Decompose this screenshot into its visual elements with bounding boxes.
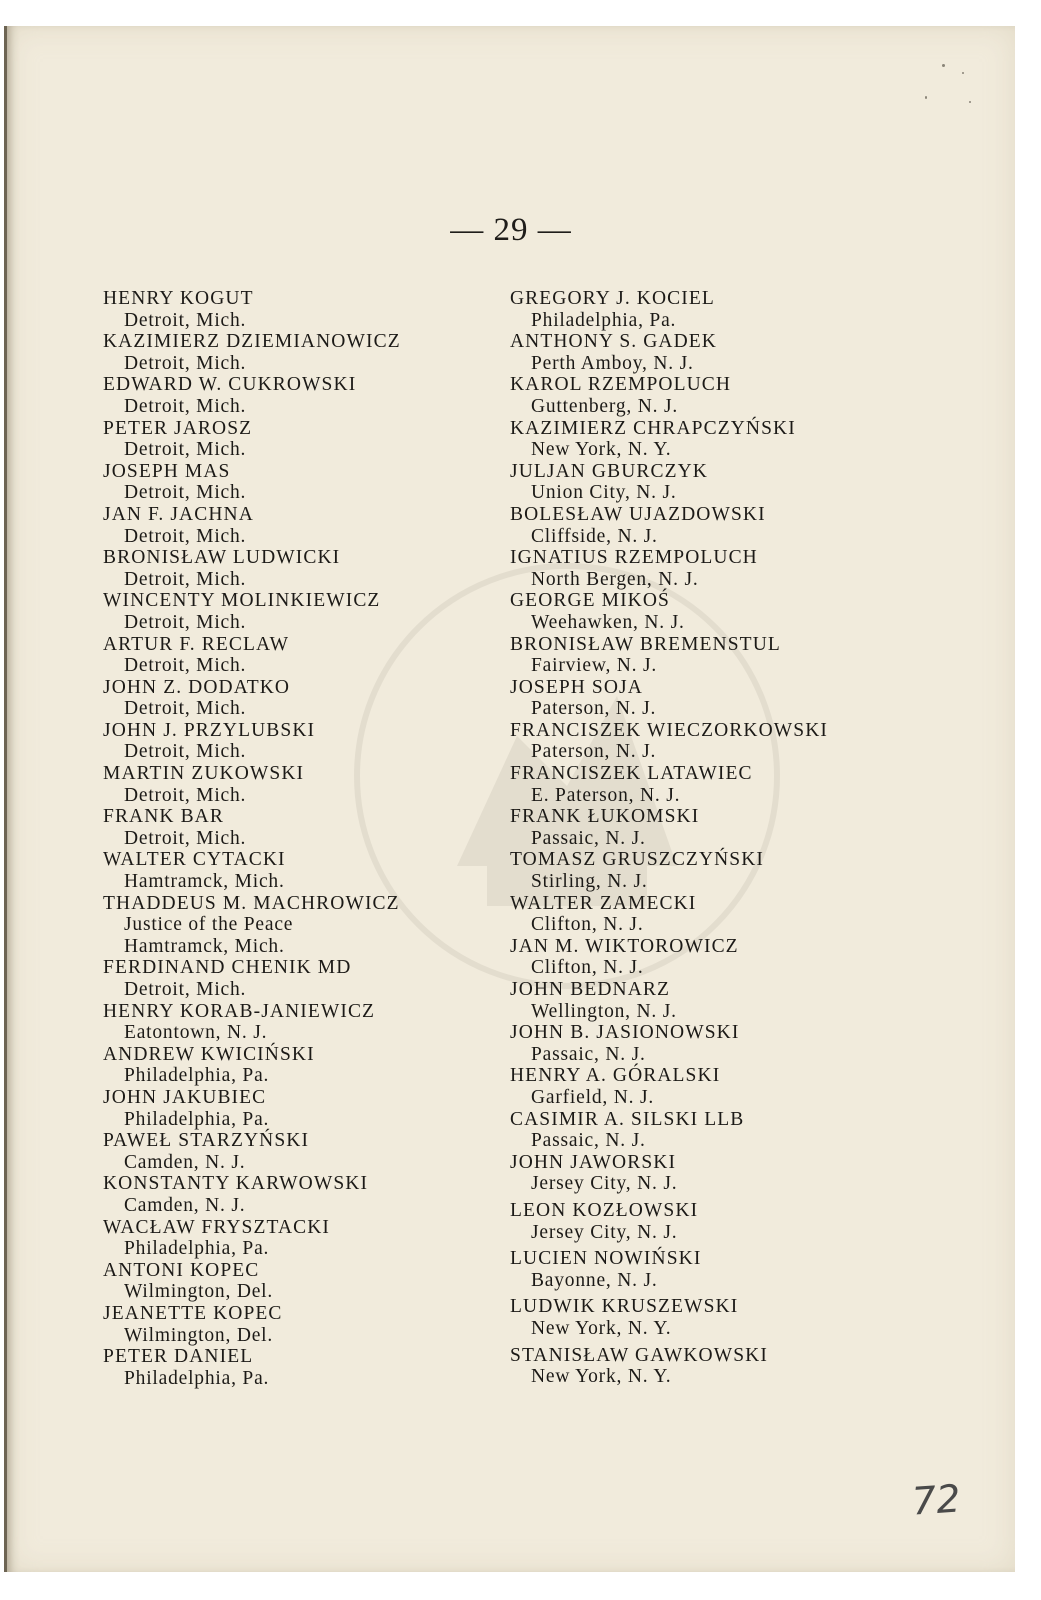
- entry-location: New York, N. Y.: [531, 1366, 672, 1388]
- directory-entry: [510, 1109, 828, 1152]
- entry-name: WALTER ZAMECKI: [510, 892, 697, 914]
- entry-name: JAN F. JACHNA: [103, 503, 254, 525]
- entry-name: JAN M. WIKTOROWICZ: [510, 935, 739, 957]
- directory-entry: [510, 461, 828, 504]
- entry-name: JOSEPH SOJA: [510, 676, 643, 698]
- entry-name: BRONISŁAW LUDWICKI: [103, 547, 341, 569]
- directory-entry: [510, 849, 828, 892]
- entry-name: THADDEUS M. MACHROWICZ: [103, 892, 400, 914]
- directory-entry: [103, 763, 401, 806]
- directory-entry: [510, 1345, 828, 1388]
- entry-location: Detroit, Mich.: [124, 439, 247, 461]
- entry-location: Detroit, Mich.: [124, 655, 247, 677]
- entry-name: JOSEPH MAS: [103, 460, 231, 482]
- directory-entry: [510, 1296, 828, 1339]
- entry-name: CASIMIR A. SILSKI LLB: [510, 1108, 745, 1130]
- directory-entry: [510, 763, 828, 806]
- entry-location: Clifton, N. J.: [531, 957, 644, 979]
- directory-entry: [103, 547, 401, 590]
- entry-location: Detroit, Mich.: [124, 827, 247, 849]
- directory-entry: [510, 331, 828, 374]
- entry-name: GEORGE MIKOŚ: [510, 590, 670, 612]
- entry-location: Detroit, Mich.: [124, 979, 247, 1000]
- entry-location: Union City, N. J.: [531, 482, 677, 504]
- page-number: — 29 —: [450, 212, 572, 248]
- entry-name: JOHN JAKUBIEC: [103, 1086, 267, 1108]
- entry-location: Detroit, Mich.: [124, 698, 247, 720]
- entry-name: LEON KOZŁOWSKI: [510, 1199, 699, 1221]
- directory-entry: [510, 893, 828, 936]
- entry-name: WALTER CYTACKI: [103, 849, 286, 871]
- entry-location: Detroit, Mich.: [124, 395, 247, 417]
- entry-location: Detroit, Mich.: [124, 482, 247, 504]
- entry-name: KAZIMIERZ DZIEMIANOWICZ: [103, 331, 401, 353]
- entry-name: WINCENTY MOLINKIEWICZ: [103, 590, 381, 612]
- entry-name: LUDWIK KRUSZEWSKI: [510, 1296, 739, 1318]
- entry-location: Clifton, N. J.: [531, 914, 644, 936]
- directory-entry: [510, 806, 828, 849]
- entry-name: JOHN JAWORSKI: [510, 1151, 677, 1173]
- entry-location: Guttenberg, N. J.: [531, 395, 679, 417]
- directory-entry: [103, 288, 401, 331]
- entry-name: PETER JAROSZ: [103, 417, 253, 439]
- entry-name: JOHN J. PRZYLUBSKI: [103, 719, 316, 741]
- entry-location: Detroit, Mich.: [124, 309, 247, 331]
- entry-name: FRANK ŁUKOMSKI: [510, 806, 700, 828]
- directory-entry: [103, 893, 401, 958]
- directory-entry: [510, 288, 828, 331]
- entry-location: Jersey City, N. J.: [531, 1173, 678, 1195]
- entry-name: BOLESŁAW UJAZDOWSKI: [510, 503, 766, 525]
- left-column: [103, 288, 401, 1389]
- directory-entry: [103, 634, 401, 677]
- entry-location: Camden, N. J.: [124, 1194, 246, 1216]
- document-page: [4, 26, 1015, 1572]
- entry-location: Philadelphia, Pa.: [124, 1367, 270, 1389]
- entry-location: Hamtramck, Mich.: [124, 935, 285, 957]
- directory-entry: [103, 1260, 401, 1303]
- entry-location: Detroit, Mich.: [124, 784, 247, 806]
- entry-location: Philadelphia, Pa.: [124, 1065, 270, 1087]
- directory-entry: [510, 936, 828, 979]
- entry-location: Detroit, Mich.: [124, 568, 247, 590]
- directory-entry: [510, 634, 828, 677]
- entry-location: E. Paterson, N. J.: [531, 784, 681, 806]
- directory-entry: [103, 806, 401, 849]
- directory-entry: [103, 1001, 401, 1044]
- entry-location: Detroit, Mich.: [124, 352, 247, 374]
- directory-entry: [103, 1303, 401, 1346]
- entry-name: PAWEŁ STARZYŃSKI: [103, 1130, 310, 1152]
- entry-location: Eatontown, N. J.: [124, 1022, 268, 1044]
- entry-name: JULJAN GBURCZYK: [510, 460, 708, 482]
- entry-name: PETER DANIEL: [103, 1346, 254, 1368]
- directory-entry: [510, 979, 828, 1022]
- entry-name: FRANK BAR: [103, 806, 224, 828]
- entry-name: KAROL RZEMPOLUCH: [510, 374, 732, 396]
- entry-location: Jersey City, N. J.: [531, 1221, 678, 1243]
- directory-entry: [510, 374, 828, 417]
- entry-location: Camden, N. J.: [124, 1151, 246, 1173]
- entry-name: KAZIMIERZ CHRAPCZYŃSKI: [510, 417, 796, 439]
- entry-location: Stirling, N. J.: [531, 871, 648, 893]
- directory-entry: [510, 1200, 828, 1243]
- entry-location: Detroit, Mich.: [124, 611, 247, 633]
- entry-location: Wellington, N. J.: [531, 1000, 677, 1022]
- entry-location: Passaic, N. J.: [531, 1130, 646, 1152]
- directory-entry: [510, 1022, 828, 1065]
- entry-location: Perth Amboy, N. J.: [531, 352, 694, 374]
- entry-location: Wilmington, Del.: [124, 1281, 274, 1303]
- paper-speck: [962, 72, 964, 74]
- entry-name: HENRY KOGUT: [103, 288, 254, 309]
- entry-name: ANTONI KOPEC: [103, 1259, 260, 1281]
- directory-entry: [103, 1173, 401, 1216]
- entry-name: WACŁAW FRYSZTACKI: [103, 1216, 331, 1238]
- directory-entry: [103, 418, 401, 461]
- entry-name: JOHN BEDNARZ: [510, 979, 670, 1000]
- directory-entry: [510, 590, 828, 633]
- entry-name: ARTUR F. RECLAW: [103, 633, 290, 655]
- entry-location: Paterson, N. J.: [531, 698, 657, 720]
- entry-location: Paterson, N. J.: [531, 741, 657, 763]
- directory-entry: [103, 957, 401, 1000]
- entry-location: Philadelphia, Pa.: [531, 309, 677, 331]
- entry-location: Fairview, N. J.: [531, 655, 658, 677]
- entry-name: KONSTANTY KARWOWSKI: [103, 1173, 369, 1195]
- directory-entry: [103, 1346, 401, 1389]
- directory-entry: [103, 331, 401, 374]
- directory-entry: [510, 1152, 828, 1195]
- entry-location: New York, N. Y.: [531, 1317, 672, 1339]
- entry-name: STANISŁAW GAWKOWSKI: [510, 1344, 768, 1366]
- directory-entry: [510, 720, 828, 763]
- entry-location: Cliffside, N. J.: [531, 525, 658, 547]
- entry-location: Detroit, Mich.: [124, 741, 247, 763]
- entry-name: LUCIEN NOWIŃSKI: [510, 1248, 702, 1270]
- right-column: [510, 288, 828, 1388]
- entry-location: Passaic, N. J.: [531, 827, 646, 849]
- directory-entry: [103, 1044, 401, 1087]
- entry-location: Bayonne, N. J.: [531, 1269, 658, 1291]
- entry-name: IGNATIUS RZEMPOLUCH: [510, 547, 758, 569]
- directory-entry: [510, 418, 828, 461]
- directory-entry: [103, 1087, 401, 1130]
- entry-name: JEANETTE KOPEC: [103, 1302, 283, 1324]
- entry-location: Wilmington, Del.: [124, 1324, 274, 1346]
- entry-location: Philadelphia, Pa.: [124, 1238, 270, 1260]
- entry-name: TOMASZ GRUSZCZYŃSKI: [510, 849, 765, 871]
- entry-location: New York, N. Y.: [531, 439, 672, 461]
- entry-location: Detroit, Mich.: [124, 525, 247, 547]
- directory-entry: [510, 1248, 828, 1291]
- paper-speck: [969, 101, 971, 103]
- entry-location: Passaic, N. J.: [531, 1043, 646, 1065]
- handwritten-note: 72: [910, 1476, 962, 1524]
- directory-entry: [103, 590, 401, 633]
- directory-entry: [103, 374, 401, 417]
- directory-entry: [103, 461, 401, 504]
- entry-name: MARTIN ZUKOWSKI: [103, 763, 305, 785]
- paper-speck: [925, 96, 927, 99]
- entry-name: JOHN B. JASIONOWSKI: [510, 1022, 740, 1044]
- directory-entry: [103, 504, 401, 547]
- entry-name: HENRY A. GÓRALSKI: [510, 1065, 721, 1087]
- entry-name: BRONISŁAW BREMENSTUL: [510, 633, 781, 655]
- entry-name: GREGORY J. KOCIEL: [510, 288, 715, 309]
- directory-entry: [103, 1130, 401, 1173]
- directory-entry: [510, 547, 828, 590]
- directory-entry: [510, 504, 828, 547]
- entry-location: Garfield, N. J.: [531, 1086, 655, 1108]
- entry-name: FRANCISZEK LATAWIEC: [510, 763, 753, 785]
- entry-name: ANTHONY S. GADEK: [510, 331, 717, 353]
- paper-speck: [942, 64, 945, 67]
- directory-entry: [510, 677, 828, 720]
- entry-location: Weehawken, N. J.: [531, 611, 685, 633]
- directory-entry: [103, 849, 401, 892]
- entry-name: ANDREW KWICIŃSKI: [103, 1043, 315, 1065]
- entry-name: JOHN Z. DODATKO: [103, 676, 291, 698]
- directory-entry: [103, 1217, 401, 1260]
- entry-name: EDWARD W. CUKROWSKI: [103, 374, 357, 396]
- directory-entry: [510, 1065, 828, 1108]
- entry-location: Justice of the Peace: [124, 914, 294, 936]
- directory-entry: [103, 720, 401, 763]
- entry-name: FRANCISZEK WIECZORKOWSKI: [510, 719, 828, 741]
- directory-entry: [103, 677, 401, 720]
- entry-name: FERDINAND CHENIK MD: [103, 957, 352, 979]
- entry-name: HENRY KORAB-JANIEWICZ: [103, 1000, 376, 1022]
- entry-location: Hamtramck, Mich.: [124, 871, 285, 893]
- entry-location: Philadelphia, Pa.: [124, 1108, 270, 1130]
- entry-location: North Bergen, N. J.: [531, 568, 699, 590]
